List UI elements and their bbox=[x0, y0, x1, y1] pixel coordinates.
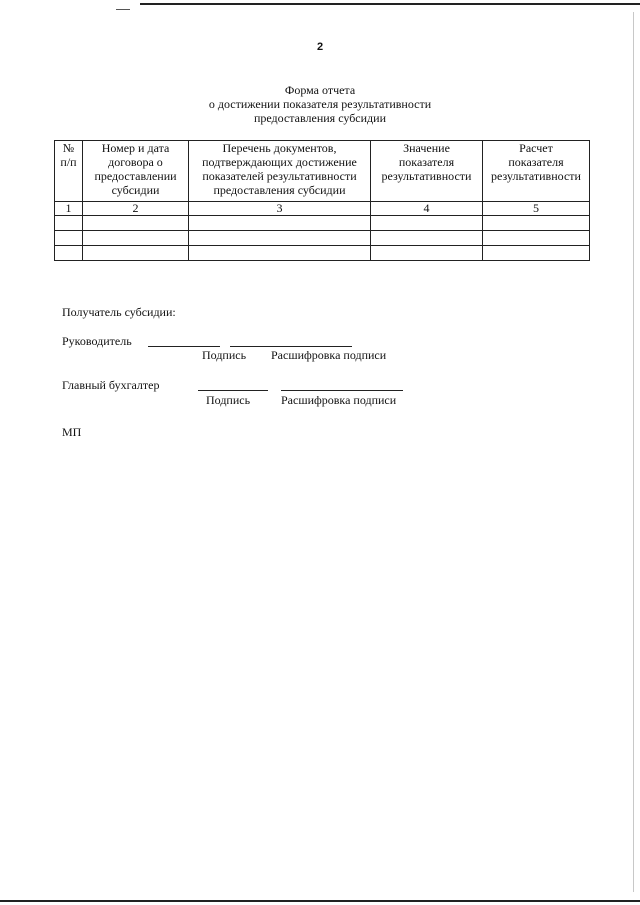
form-title bbox=[100, 83, 540, 125]
recipient-label: Получатель субсидии: bbox=[62, 305, 176, 319]
table-cell[interactable] bbox=[55, 231, 83, 246]
header-text: Перечень документов, bbox=[222, 141, 337, 155]
table-cell[interactable] bbox=[83, 246, 189, 261]
table-cell[interactable] bbox=[371, 231, 483, 246]
scan-mark bbox=[116, 9, 130, 10]
table-row bbox=[55, 231, 590, 246]
column-number-row bbox=[55, 202, 590, 216]
header-text: предоставлении bbox=[94, 169, 177, 183]
header-cell-documents bbox=[189, 141, 371, 202]
header-cell-number bbox=[55, 141, 83, 202]
table-cell[interactable] bbox=[189, 216, 371, 231]
page-number: 2 bbox=[316, 41, 324, 53]
table-cell[interactable] bbox=[371, 216, 483, 231]
title-line-2: о достижении показателя результативности bbox=[208, 97, 432, 111]
head-signature-caption: Подпись bbox=[202, 348, 247, 362]
accountant-decoding-line[interactable] bbox=[281, 390, 403, 391]
header-cell-contract bbox=[83, 141, 189, 202]
header-text: показателя bbox=[508, 155, 564, 169]
column-number: 5 bbox=[483, 202, 590, 216]
title-line-3: предоставления субсидии bbox=[253, 111, 387, 125]
header-text: результативности bbox=[381, 169, 472, 183]
table-cell[interactable] bbox=[189, 231, 371, 246]
stamp-label: МП bbox=[62, 425, 82, 439]
header-text: Расчет bbox=[519, 141, 553, 155]
table-cell[interactable] bbox=[483, 216, 590, 231]
table-cell[interactable] bbox=[55, 216, 83, 231]
head-signature-line[interactable] bbox=[148, 346, 220, 347]
header-text: № bbox=[62, 141, 75, 155]
header-text: субсидии bbox=[111, 183, 160, 197]
table-cell[interactable] bbox=[55, 246, 83, 261]
header-text: предоставления субсидии bbox=[213, 183, 346, 197]
report-table bbox=[54, 140, 590, 261]
column-number: 3 bbox=[189, 202, 371, 216]
table-cell[interactable] bbox=[189, 246, 371, 261]
header-text: показателя bbox=[398, 155, 455, 169]
head-label: Руководитель bbox=[62, 334, 132, 348]
accountant-signature-caption: Подпись bbox=[206, 393, 251, 407]
head-decoding-line[interactable] bbox=[230, 346, 352, 347]
column-number: 1 bbox=[55, 202, 83, 216]
header-text: подтверждающих достижение bbox=[202, 155, 357, 169]
scan-edge-bottom bbox=[0, 900, 640, 902]
table-cell[interactable] bbox=[83, 231, 189, 246]
header-text: п/п bbox=[60, 155, 77, 169]
table-cell[interactable] bbox=[371, 246, 483, 261]
table-cell[interactable] bbox=[483, 231, 590, 246]
header-text: Значение bbox=[403, 141, 450, 155]
title-line-1: Форма отчета bbox=[284, 83, 356, 97]
column-number: 2 bbox=[83, 202, 189, 216]
scan-edge-right bbox=[633, 12, 634, 892]
header-text: результативности bbox=[491, 169, 581, 183]
accountant-decoding-caption: Расшифровка подписи bbox=[281, 393, 397, 407]
header-cell-calculation bbox=[483, 141, 590, 202]
table-cell[interactable] bbox=[83, 216, 189, 231]
accountant-label: Главный бухгалтер bbox=[62, 378, 160, 392]
accountant-signature-line[interactable] bbox=[198, 390, 268, 391]
table-header-row bbox=[55, 141, 590, 202]
header-text: договора о bbox=[108, 155, 163, 169]
table-row bbox=[55, 246, 590, 261]
table-row bbox=[55, 216, 590, 231]
header-text: Номер и дата bbox=[101, 141, 170, 155]
column-number: 4 bbox=[371, 202, 483, 216]
head-decoding-caption: Расшифровка подписи bbox=[271, 348, 387, 362]
table-cell[interactable] bbox=[483, 246, 590, 261]
header-cell-value bbox=[371, 141, 483, 202]
header-text: показателей результативности bbox=[202, 169, 357, 183]
scan-edge-top bbox=[140, 3, 640, 5]
